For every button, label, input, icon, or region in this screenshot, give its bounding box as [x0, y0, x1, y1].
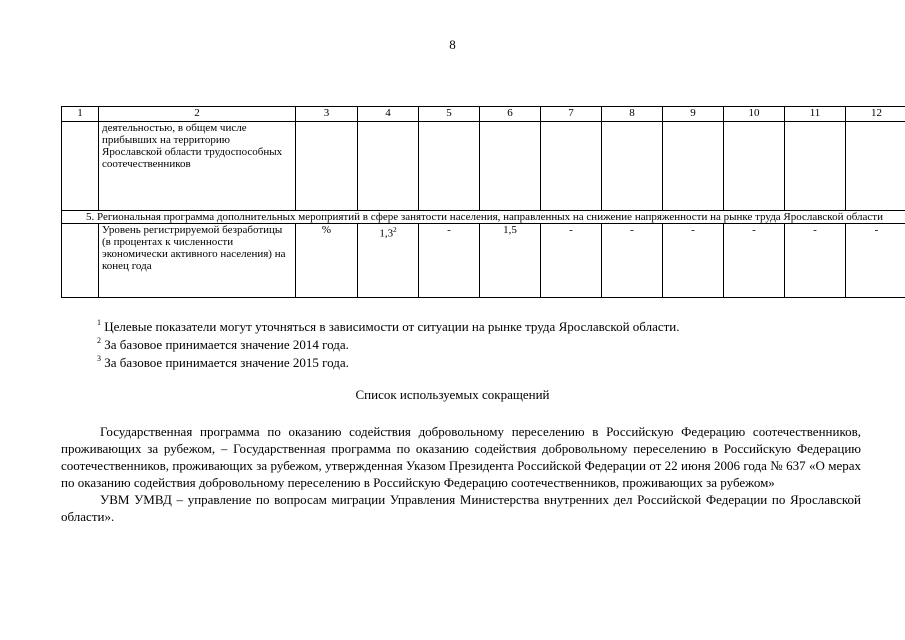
table-cell: [846, 122, 905, 211]
base-value: 1,3: [379, 227, 394, 240]
table-cell: [358, 122, 419, 211]
column-number: 3: [296, 107, 358, 122]
column-number: 11: [785, 107, 846, 122]
table-cell: [62, 122, 99, 211]
column-number: 8: [602, 107, 663, 122]
unit-cell: %: [296, 224, 358, 298]
section-title: 5. Региональная программа дополнительных мероприятий в сфере занятости населения, направленных на снижение напряженности на рынке труда Ярославской области: [62, 211, 905, 224]
table-cell: [541, 122, 602, 211]
value-cell: -: [602, 224, 663, 298]
paragraph: УВМ УМВД – управление по вопросам миграции Управления Министерства внутренних дел Российской Федерации по Ярославской области».: [61, 492, 861, 524]
footnote-mark: 1: [97, 318, 101, 327]
table-cell: [480, 122, 541, 211]
footnote-mark: 2: [97, 336, 101, 345]
footnote: [97, 354, 680, 372]
footnote-text: За базовое принимается значение 2014 года.: [101, 337, 349, 352]
column-number: 6: [480, 107, 541, 122]
table-header-row: [62, 107, 905, 122]
paragraph: Государственная программа по оказанию содействия добровольному переселению в Российскую Федерацию соотечественников, проживающих за рубежом, – Государственная программа по оказанию содействия добровольному переселению в Российскую Федерацию соотечественников, проживающих за рубежом, утвержденная Указом Президента Российской Федерации от 22 июня 2006 года № 637 «О мерах по оказанию содействия добровольному переселению в Российскую Федерацию соотечественников, проживающих за рубежом»: [61, 424, 861, 490]
footnote-ref: 2: [393, 226, 397, 234]
table-cell: [296, 122, 358, 211]
footnote: [97, 336, 680, 354]
table-row: [62, 224, 905, 298]
abbreviations-title: Список используемых сокращений: [355, 387, 550, 402]
column-number: 7: [541, 107, 602, 122]
table-cell: [785, 122, 846, 211]
column-number: 4: [358, 107, 419, 122]
indicator-name-continuation: деятельностью, в общем числе прибывших на территорию Ярославской области трудоспособных соотечественников: [99, 122, 296, 211]
table-cell: [724, 122, 785, 211]
table-cell: [419, 122, 480, 211]
section-row: [62, 211, 905, 224]
table-row: [62, 122, 905, 211]
indicator-name: Уровень регистрируемой безработицы (в процентах к численности экономически активного населения) на конец года: [99, 224, 296, 298]
footnote-text: За базовое принимается значение 2015 года.: [101, 355, 349, 370]
table-cell: [602, 122, 663, 211]
indicators-table: [61, 106, 905, 298]
value-cell: -: [785, 224, 846, 298]
table-cell: [663, 122, 724, 211]
value-cell: -: [846, 224, 905, 298]
footnotes: [97, 318, 680, 372]
value-cell: -: [541, 224, 602, 298]
value-cell: -: [724, 224, 785, 298]
column-number: 2: [99, 107, 296, 122]
footnote: [97, 318, 680, 336]
abbreviations-body: [61, 423, 861, 525]
value-cell: 1,5: [480, 224, 541, 298]
value-cell: -: [663, 224, 724, 298]
table-cell: [62, 224, 99, 298]
column-number: 10: [724, 107, 785, 122]
footnote-text: Целевые показатели могут уточняться в зависимости от ситуации на рынке труда Ярославской области.: [101, 319, 680, 334]
column-number: 1: [62, 107, 99, 122]
value-cell: -: [419, 224, 480, 298]
footnote-mark: 3: [97, 354, 101, 363]
base-value-cell: [358, 224, 419, 298]
column-number: 12: [846, 107, 905, 122]
page-number: 8: [449, 37, 456, 52]
column-number: 9: [663, 107, 724, 122]
column-number: 5: [419, 107, 480, 122]
